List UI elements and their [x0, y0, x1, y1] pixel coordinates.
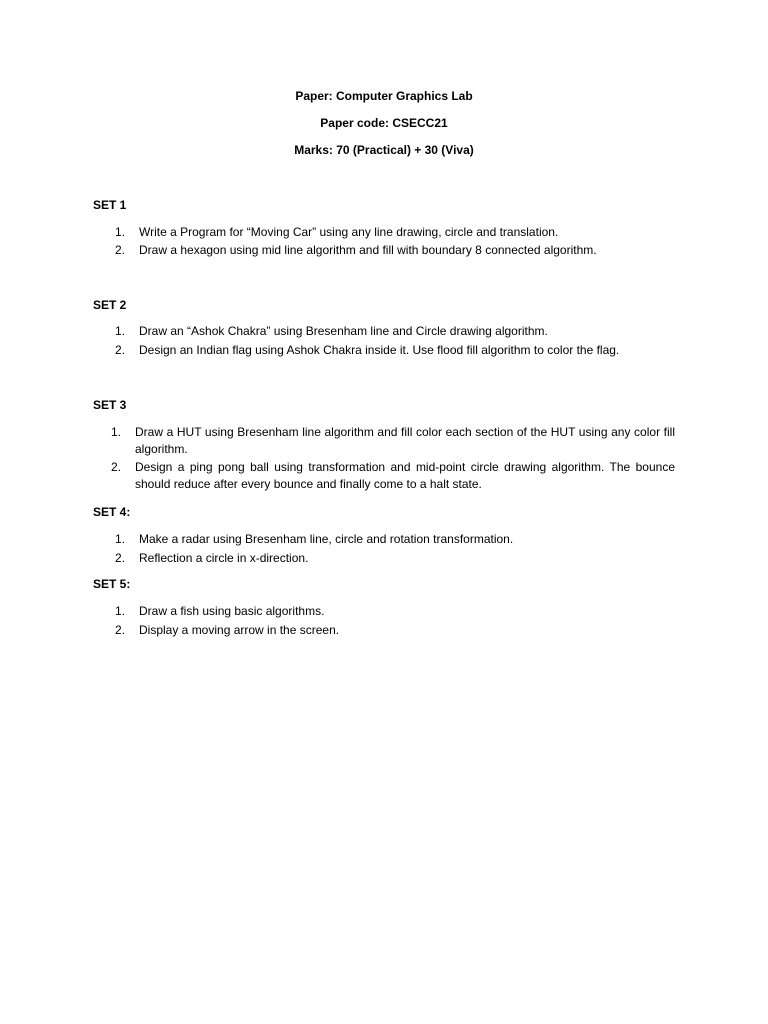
- item-number: 1.: [111, 425, 122, 439]
- item-number: 2.: [115, 623, 126, 637]
- set-2-item-1: [115, 323, 675, 340]
- item-text: Display a moving arrow in the screen.: [139, 623, 340, 637]
- set-1-item-2: [115, 242, 675, 259]
- set-2-item-2: [115, 342, 675, 359]
- set-5-heading: SET 5:: [93, 577, 131, 591]
- item-number: 1.: [115, 324, 126, 338]
- item-text: Draw an “Ashok Chakra” using Bresenham line and Circle drawing algorithm.: [139, 324, 548, 338]
- item-number: 2.: [111, 460, 122, 474]
- item-number: 2.: [115, 243, 126, 257]
- item-text: Make a radar using Bresenham line, circle and rotation transformation.: [139, 532, 514, 546]
- set-5-item-1: [115, 603, 675, 620]
- item-number: 1.: [115, 604, 126, 618]
- item-text: Draw a fish using basic algorithms.: [139, 604, 325, 618]
- item-text: Draw a hexagon using mid line algorithm and fill with boundary 8 connected algorithm.: [139, 243, 597, 257]
- set-3-item-2: [111, 459, 675, 493]
- set-1-heading: SET 1: [93, 198, 127, 212]
- item-text: Reflection a circle in x-direction.: [139, 551, 309, 565]
- item-text: Design an Indian flag using Ashok Chakra inside it. Use flood fill algorithm to color the flag.: [139, 343, 620, 357]
- item-text: Draw a HUT using Bresenham line algorithm and fill color each section of the HUT using any color fill algorithm.: [135, 425, 675, 456]
- set-2-heading: SET 2: [93, 298, 127, 312]
- set-4-item-2: [115, 550, 675, 567]
- paper-title: Paper: Computer Graphics Lab: [295, 89, 473, 103]
- set-1-item-1: [115, 224, 675, 241]
- set-3-heading: SET 3: [93, 398, 127, 412]
- item-number: 2.: [115, 343, 126, 357]
- paper-code: Paper code: CSECC21: [320, 116, 448, 130]
- item-text: Design a ping pong ball using transformation and mid-point circle drawing algorithm. The bounce should reduce after every bounce and finally come to a halt state.: [135, 460, 675, 491]
- item-number: 1.: [115, 532, 126, 546]
- set-4-item-1: [115, 531, 675, 548]
- set-3-item-1: [111, 424, 675, 458]
- set-4-heading: SET 4:: [93, 505, 131, 519]
- set-5-item-2: [115, 622, 675, 639]
- item-text: Write a Program for “Moving Car” using any line drawing, circle and translation.: [139, 225, 559, 239]
- paper-marks: Marks: 70 (Practical) + 30 (Viva): [294, 143, 474, 157]
- item-number: 2.: [115, 551, 126, 565]
- item-number: 1.: [115, 225, 126, 239]
